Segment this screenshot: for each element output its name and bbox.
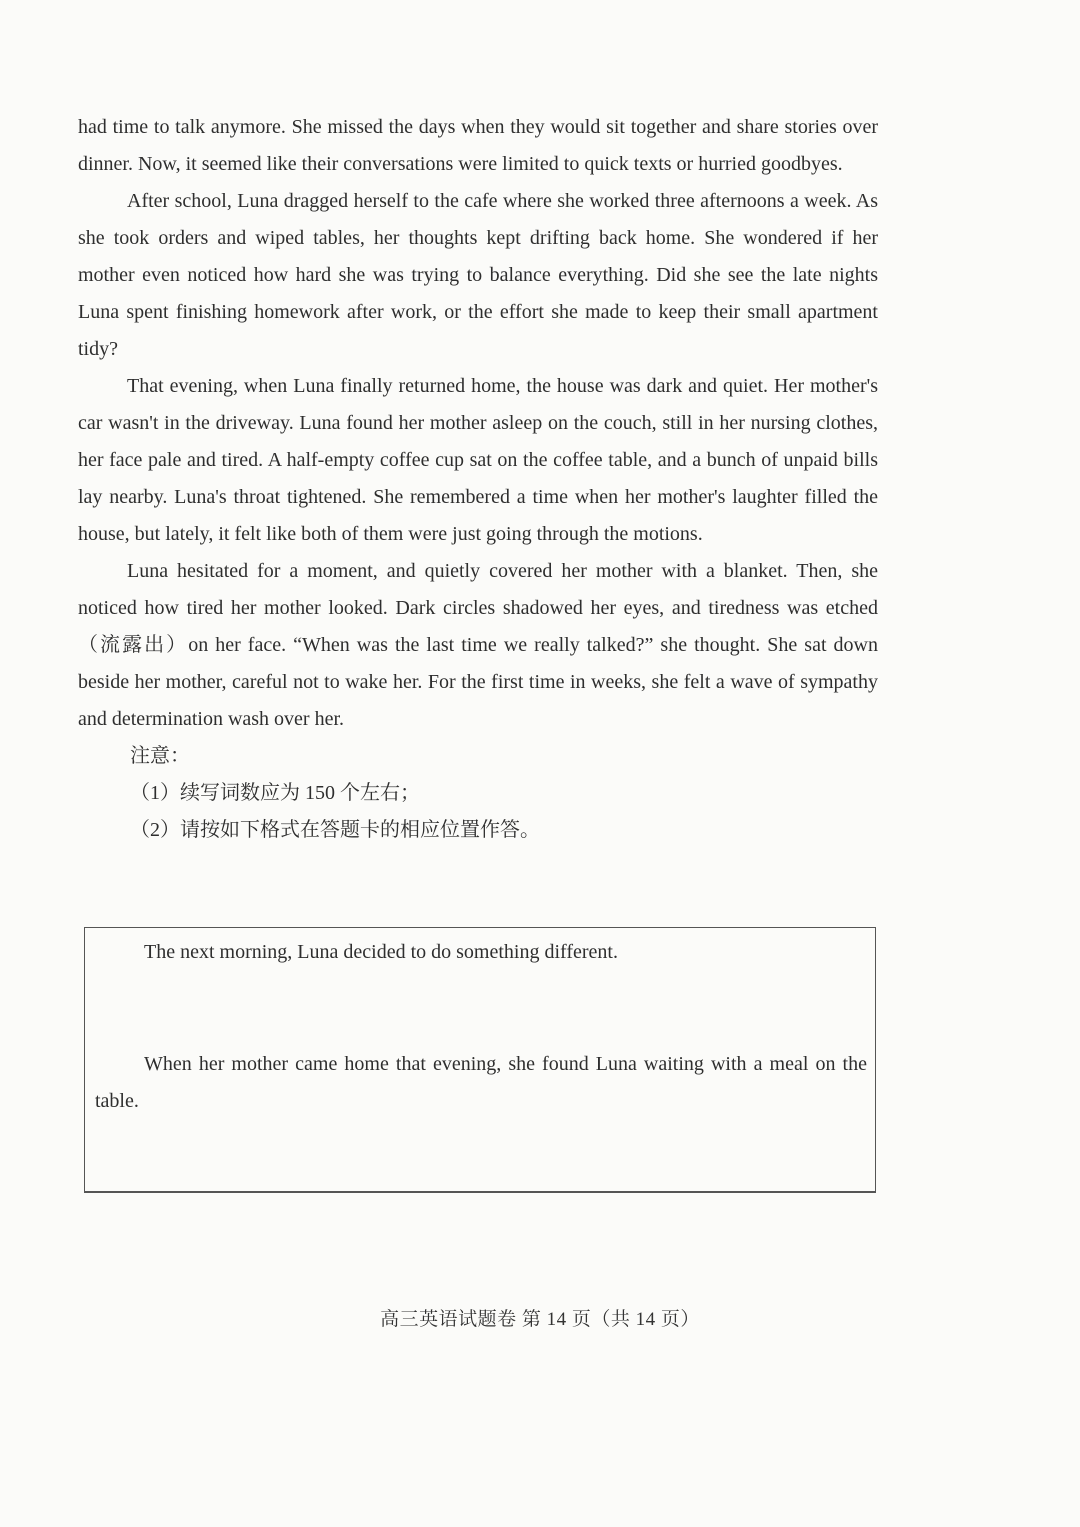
passage-paragraph-2: After school, Luna dragged herself to the cafe where she worked three afternoons a week. As she took orders and wiped tables, her thoughts kept drifting back home. She wondered if her mother even noticed how hard she was trying to balance everything. Did she see the late nights Luna spent finishing homework after work, or the effort she made to keep their small apartment tidy? xyxy=(78,190,878,360)
answer-box-opening-sentence-2: When her mother came home that evening, she found Luna waiting with a meal on the table. xyxy=(95,1053,867,1112)
passage-paragraph-1: had time to talk anymore. She missed the days when they would sit together and share stories over dinner. Now, it seemed like their conversations were limited to quick texts or hurried goodbyes. xyxy=(78,116,878,175)
passage-paragraph-4: Luna hesitated for a moment, and quietly covered her mother with a blanket. Then, she noticed how tired her mother looked. Dark circles shadowed her eyes, and tiredness was etched（流露出）on her face. “When was the last time we really talked?” she thought. She sat down beside her mother, careful not to wake her. For the first time in weeks, she felt a wave of sympathy and determination wash over her. xyxy=(78,560,878,730)
answer-box-opening-sentence-1: The next morning, Luna decided to do something different. xyxy=(144,941,618,963)
answer-box xyxy=(84,927,876,1193)
passage-paragraph-3: That evening, when Luna finally returned home, the house was dark and quiet. Her mother's car wasn't in the driveway. Luna found her mother asleep on the couch, still in her nursing clothes, her face pale and tired. A half-empty coffee cup sat on the coffee table, and a bunch of unpaid bills lay nearby. Luna's throat tightened. She remembered a time when her mother's laughter filled the house, but lately, it felt like both of them were just going through the motions. xyxy=(78,375,878,545)
notes-section xyxy=(78,738,878,849)
note-item-1: （1）续写词数应为 150 个左右； xyxy=(130,782,420,804)
page-footer: 高三英语试题卷 第 14 页（共 14 页） xyxy=(380,1309,700,1330)
passage xyxy=(78,109,878,849)
notes-heading: 注意： xyxy=(130,745,190,767)
note-item-2: （2）请按如下格式在答题卡的相应位置作答。 xyxy=(130,819,540,841)
